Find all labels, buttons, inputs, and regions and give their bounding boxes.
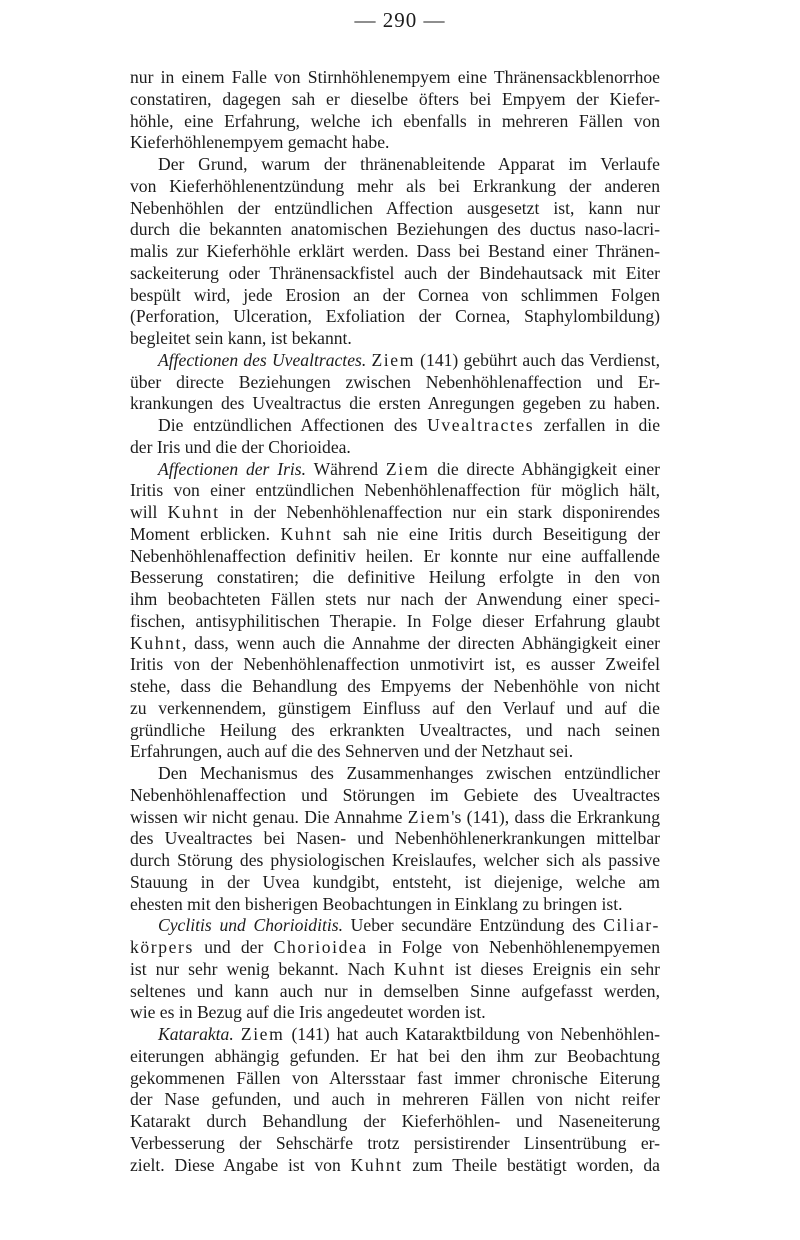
text-line: begleitet sein kann, ist bekannt.	[130, 328, 352, 348]
text-line: seltenes und kann auch nur in demselben Sinne aufgefasst werden,	[130, 980, 660, 1001]
text-line: will Kuhnt in der Nebenhöhlenaffection nur ein stark disponirendes	[130, 502, 660, 522]
text-line: bespült wird, jede Erosion an der Cornea von schlimmen Folgen	[130, 284, 660, 305]
text-line: Cyclitis und Chorioiditis. Ueber secundäre Entzündung des Ciliar-	[158, 915, 660, 936]
text-line: (Perforation, Ulceration, Exfoliation der Cornea, Staphylombildung)	[130, 306, 660, 327]
text-line: Iritis von der Nebenhöhlenaffection unmotivirt ist, es ausser Zweifel	[130, 654, 660, 675]
text-line: Katarakta. Ziem (141) hat auch Kataraktbildung von Nebenhöhlen-	[158, 1024, 660, 1044]
text-line: durch Störung des physiologischen Kreislaufes, welcher sich als passive	[130, 850, 660, 870]
text-line: Kuhnt, dass, wenn auch die Annahme der directen Abhängigkeit einer	[130, 632, 660, 653]
text-line: Der Grund, warum der thränenableitende Apparat im Verlaufe	[158, 154, 660, 174]
text-line: stehe, dass die Behandlung des Empyems der Nebenhöhle von nicht	[130, 676, 660, 696]
page-number: — 290 —	[354, 8, 446, 32]
text-line: gekommenen Fällen von Altersstaar fast immer chronische Eiterung	[130, 1067, 660, 1088]
text-line: Nebenhöhlenaffection definitiv heilen. Er konnte nur eine auffallende	[130, 545, 660, 566]
text-line: Iritis von einer entzündlichen Nebenhöhlenaffection für möglich hält,	[130, 480, 660, 501]
text-line: ehesten mit den bisherigen Beobachtungen in Einklang zu bringen ist.	[130, 893, 623, 914]
text-line: gründliche Heilung des erkrankten Uvealtractes, und nach seinen	[130, 719, 660, 740]
text-line: körpers und der Chorioidea in Folge von Nebenhöhlenempyemen	[130, 937, 660, 957]
text-line: Affectionen der Iris. Während Ziem die directe Abhängigkeit einer	[158, 458, 660, 479]
text-line: zielt. Diese Angabe ist von Kuhnt zum Theile bestätigt worden, da	[130, 1154, 660, 1175]
text-line: Erfahrungen, auch auf die des Sehnerven und der Netzhaut sei.	[130, 741, 574, 762]
text-line: eiterungen abhängig gefunden. Er hat bei den ihm zur Beobachtung	[130, 1045, 660, 1066]
text-line: Die entzündlichen Affectionen des Uvealtractes zerfallen in die	[158, 415, 660, 435]
text-line: Verbesserung der Sehschärfe trotz persistirender Linsentrübung er-	[130, 1132, 660, 1153]
text-line: Nebenhöhlen der entzündlichen Affection ausgesetzt ist, kann nur	[130, 197, 660, 218]
text-line: malis zur Kieferhöhle erklärt werden. Dass bei Bestand einer Thränen-	[130, 241, 660, 261]
text-line: constatiren, dagegen sah er dieselbe öfters bei Empyem der Kiefer-	[130, 88, 660, 109]
text-line: fischen, antisyphilitischen Therapie. In Folge dieser Erfahrung glaubt	[130, 610, 660, 631]
text-line: Nebenhöhlenaffection und Störungen im Gebiete des Uvealtractes	[130, 784, 660, 805]
text-line: Affectionen des Uvealtractes. Ziem (141) gebührt auch das Verdienst,	[158, 349, 660, 370]
text-line: wissen wir nicht genau. Die Annahme Ziem's (141), dass die Erkrankung	[130, 806, 660, 827]
text-line: Stauung in der Uvea kundgibt, entsteht, ist diejenige, welche am	[130, 871, 660, 892]
body-text	[130, 67, 660, 1176]
text-line: Katarakt durch Behandlung der Kieferhöhlen- und Naseneiterung	[130, 1111, 660, 1131]
text-line: Besserung constatiren; die definitive Heilung erfolgte in den von	[130, 567, 660, 588]
text-line: höhle, eine Erfahrung, welche ich ebenfalls in mehreren Fällen von	[130, 110, 660, 131]
text-line: ist nur sehr wenig bekannt. Nach Kuhnt ist dieses Ereignis ein sehr	[130, 958, 660, 979]
text-line: krankungen des Uvealtractus die ersten Anregungen gegeben zu haben.	[130, 393, 660, 414]
text-line: durch die bekannten anatomischen Beziehungen des ductus naso-lacri-	[130, 219, 660, 240]
text-line: wie es in Bezug auf die Iris angedeutet worden ist.	[130, 1002, 486, 1023]
text-line: der Nase gefunden, und auch in mehreren Fällen von nicht reifer	[130, 1089, 660, 1110]
text-line: der Iris und die der Chorioidea.	[130, 436, 351, 457]
text-line: ihm beobachteten Fällen stets nur nach der Anwendung einer speci-	[130, 589, 660, 609]
text-line: sackeiterung oder Thränensackfistel auch der Bindehautsack mit Eiter	[130, 262, 660, 283]
text-line: zu verkennendem, günstigem Einfluss auf den Verlauf und auf die	[130, 697, 660, 718]
text-line: Den Mechanismus des Zusammenhanges zwischen entzündlicher	[158, 763, 660, 783]
text-line: über directe Beziehungen zwischen Nebenhöhlenaffection und Er-	[130, 371, 660, 392]
text-line: von Kieferhöhlenentzündung mehr als bei Erkrankung der anderen	[130, 175, 660, 196]
text-line: des Uvealtractes bei Nasen- und Nebenhöhlenerkrankungen mittelbar	[130, 828, 660, 849]
text-line: Kieferhöhlenempyem gemacht habe.	[130, 132, 390, 153]
text-line: Moment erblicken. Kuhnt sah nie eine Iritis durch Beseitigung der	[130, 523, 660, 544]
text-line: nur in einem Falle von Stirnhöhlenempyem eine Thränensackblenorrhoe	[130, 67, 660, 87]
